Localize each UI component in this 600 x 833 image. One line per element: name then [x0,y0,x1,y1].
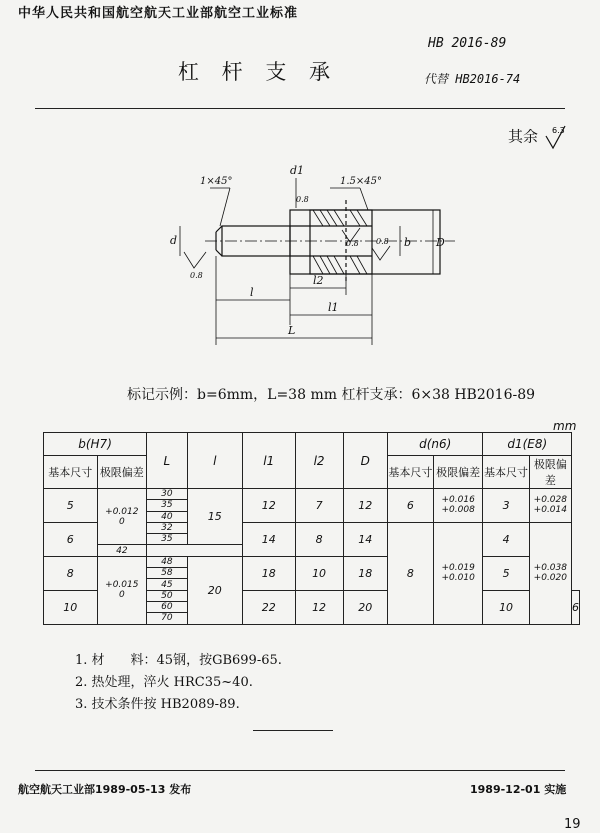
cell-d1: 3 [483,489,529,523]
cell-l: 15 [187,489,242,545]
cell-d1-dev: +0.038 +0.020 [529,522,571,624]
note-technical-conditions: 3. 技术条件按 HB2089-89. [75,697,240,712]
header-D: D [343,433,387,489]
cell-L: 35 [147,534,187,545]
svg-text:0.8: 0.8 [346,239,359,248]
svg-text:D: D [436,236,445,249]
cell-b: 6 [44,522,98,556]
sub-dev: 极限偏差 [433,456,483,489]
svg-text:d1: d1 [290,164,305,177]
svg-text:L: L [288,324,296,337]
cell-d: 10 [483,590,529,624]
svg-text:l1: l1 [328,301,339,314]
svg-text:1×45°: 1×45° [200,176,233,187]
roughness-symbol-icon [543,124,569,150]
cell-D: 12 [343,489,387,523]
svg-text:l: l [250,286,254,299]
svg-text:6.3: 6.3 [551,126,565,135]
cell-b-dev: +0.015 0 [97,556,147,624]
effective-date: 1989-12-01 实施 [470,783,567,796]
cell-l1: 18 [242,556,295,590]
cell-d1-dev: +0.028 +0.014 [529,489,571,523]
head-outline [290,210,440,274]
header-d: d(n6) [387,433,483,456]
sub-dev: 极限偏差 [529,456,571,489]
standard-code: HB 2016-89 [428,36,507,51]
svg-text:0.8: 0.8 [296,195,309,204]
roughness-note [508,124,569,150]
cell-b: 10 [44,590,98,624]
svg-text:d: d [170,234,178,247]
cell-L: 42 [97,545,147,556]
header-d1: d1(E8) [483,433,572,456]
cell-l1: 22 [242,590,295,624]
header-b: b(H7) [44,433,147,456]
marking-example: 标记示例：b=6mm，L=38 mm 杠杆支承：6×38 HB2016-89 [127,387,536,403]
sub-basic: 基本尺寸 [387,456,433,489]
cell-d1: 5 [483,556,529,590]
cell-D: 14 [343,522,387,556]
cell-l2: 8 [295,522,343,556]
unit-label: mm [553,419,577,433]
cell-l2: 10 [295,556,343,590]
cell-d: 6 [387,489,433,523]
cell-l1: 14 [242,522,295,556]
cell-L: 35 [147,500,187,511]
svg-text:b: b [404,236,412,249]
header-rule [35,108,565,109]
sub-dev: 极限偏差 [97,456,147,489]
dimension-table [43,432,580,625]
header-l1: l1 [242,433,295,489]
cell-L: 30 [147,489,187,500]
svg-text:0.8: 0.8 [376,237,389,246]
cell-D: 18 [343,556,387,590]
cell-d-dev: +0.016 +0.008 [433,489,483,523]
header-l2: l2 [295,433,343,489]
footer-rule [35,770,565,771]
cell-L: 60 [147,601,187,612]
cell-d: 8 [387,522,433,624]
svg-text:1.5×45°: 1.5×45° [340,176,383,187]
org-title: 中华人民共和国航空航天工业部航空工业标准 [18,6,299,21]
svg-text:0.8: 0.8 [190,271,203,280]
header-l: l [187,433,242,489]
sub-basic: 基本尺寸 [44,456,98,489]
document-title: 杠 杆 支 承 [178,60,339,84]
cell-l2: 12 [295,590,343,624]
cell-l1: 12 [242,489,295,523]
cell-L: 58 [147,568,187,579]
roughness-label: 其余 [508,127,539,146]
cell-L: 50 [147,590,187,601]
part-drawing [150,160,460,355]
cell-L: 40 [147,511,187,522]
cell-L: 45 [147,579,187,590]
replaces-code: 代替 HB2016-74 [424,72,521,86]
cell-L: 32 [147,522,187,533]
page-number: 19 [564,817,581,832]
issue-date: 航空航天工业部1989-05-13 发布 [18,783,192,796]
cell-d1: 4 [483,522,529,556]
header-L: L [147,433,187,489]
cell-b: 5 [44,489,98,523]
cell-l: 20 [187,556,242,624]
technical-notes [75,650,282,716]
cell-d1: 6 [572,590,580,624]
cell-l2: 7 [295,489,343,523]
sub-basic: 基本尺寸 [483,456,529,489]
cell-b: 8 [44,556,98,590]
cell-D: 20 [343,590,387,624]
svg-text:l2: l2 [313,274,324,287]
notes-rule [253,730,333,731]
note-material: 1. 材 料：45钢，按GB699-65. [75,653,282,668]
note-heat-treatment: 2. 热处理，淬火 HRC35~40. [75,675,253,690]
cell-b-dev: +0.012 0 [97,489,147,545]
cell-L: 48 [147,556,187,567]
cell-L: 70 [147,613,187,624]
cell-d-dev: +0.019 +0.010 [433,522,483,624]
